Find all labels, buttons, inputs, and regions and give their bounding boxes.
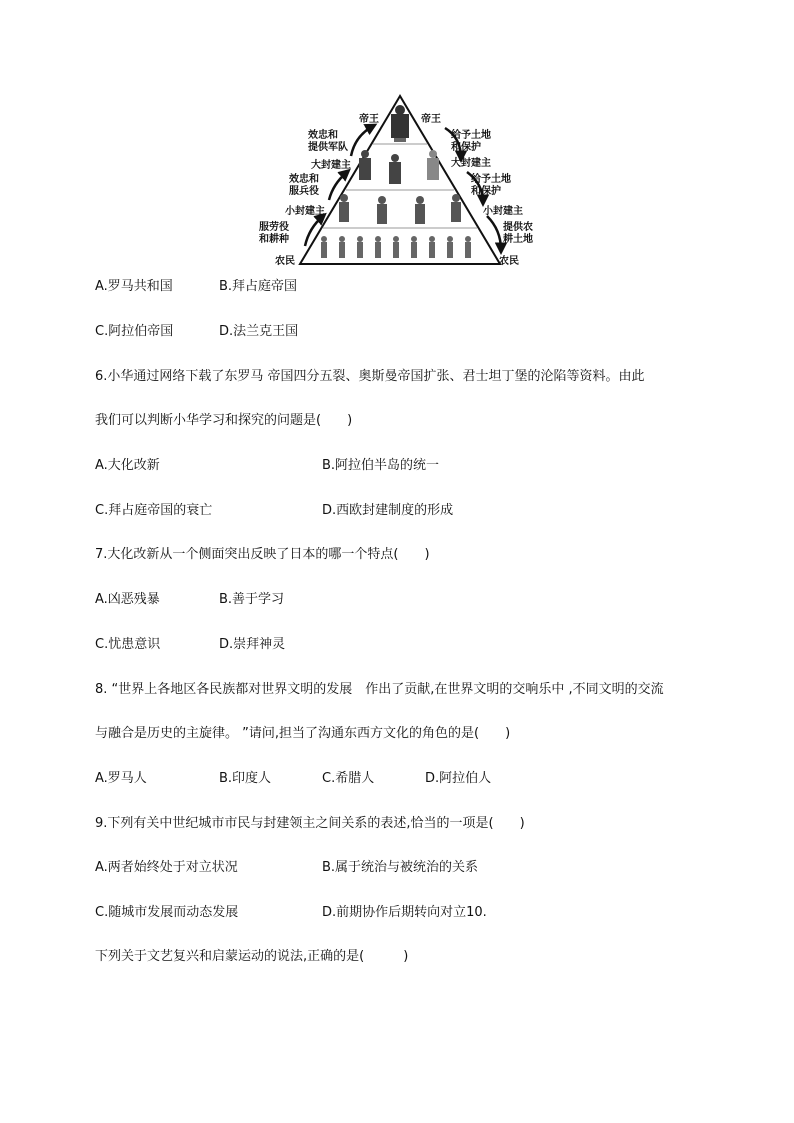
q8-option-b: B.印度人 <box>219 771 272 786</box>
label-provide-land-1: 提供农 <box>503 222 533 233</box>
label-loyal-army-2: 提供军队 <box>308 142 348 153</box>
q6-option-b: B.阿拉伯半岛的统一 <box>322 458 440 473</box>
label-emperor-right: 帝王 <box>421 114 441 125</box>
label-peasant-left: 农民 <box>275 256 295 267</box>
label-great-lord-right: 大封建主 <box>451 158 491 169</box>
label-small-lord-right: 小封建主 <box>483 206 523 217</box>
q6-option-a: A.大化改新 <box>95 458 160 473</box>
q9-option-d: D.前期协作后期转向对立10. <box>322 905 487 920</box>
label-provide-land-2: 耕土地 <box>503 234 533 245</box>
q9-option-b: B.属于统治与被统治的关系 <box>322 860 479 875</box>
label-land-protect-mid-1: 给予土地 <box>471 174 511 185</box>
q9-option-c: C.随城市发展而动态发展 <box>95 905 239 920</box>
q5-option-c: C.阿拉伯帝国 <box>95 324 174 339</box>
great-lord-figures-icon <box>359 150 439 184</box>
q8-option-a: A.罗马人 <box>95 771 147 786</box>
q10-stem: 下列关于文艺复兴和启蒙运动的说法,正确的是( ) <box>95 949 409 964</box>
q8-option-d: D.阿拉伯人 <box>425 771 492 786</box>
q8-stem-line2: 与融合是历史的主旋律。 ”请问,担当了沟通东西方文化的角色的是( ) <box>95 726 511 741</box>
label-loyal-service-1: 效忠和 <box>289 174 319 185</box>
q8-option-c: C.希腊人 <box>322 771 375 786</box>
q9-stem: 9.下列有关中世纪城市市民与封建领主之间关系的表述,恰当的一项是( ) <box>95 816 525 831</box>
label-land-protect-mid-2: 和保护 <box>471 186 501 197</box>
q9-option-a: A.两者始终处于对立状况 <box>95 860 238 875</box>
label-land-protect-top-2: 和保护 <box>451 142 481 153</box>
q5-option-b: B.拜占庭帝国 <box>219 279 298 294</box>
q5-option-d: D.法兰克王国 <box>219 324 299 339</box>
q6-stem-line2: 我们可以判断小华学习和探究的问题是( ) <box>95 413 353 428</box>
emperor-figure-icon <box>391 105 409 142</box>
label-peasant-right: 农民 <box>499 256 519 267</box>
q6-option-d: D.西欧封建制度的形成 <box>322 503 454 518</box>
q7-option-b: B.善于学习 <box>219 592 285 607</box>
label-labor-farm-2: 和耕种 <box>259 234 289 245</box>
q7-stem: 7.大化改新从一个侧面突出反映了日本的哪一个特点( ) <box>95 547 430 562</box>
label-loyal-army-1: 效忠和 <box>308 130 338 141</box>
label-land-protect-top-1: 给予土地 <box>451 130 491 141</box>
label-labor-farm-1: 服劳役 <box>259 222 289 233</box>
label-emperor-left: 帝王 <box>359 114 379 125</box>
q7-option-a: A.凶恶残暴 <box>95 592 160 607</box>
q6-stem-line1: 6.小华通过网络下载了东罗马 帝国四分五裂、奥斯曼帝国扩张、君士坦丁堡的沦陷等资料。由此 <box>95 369 645 384</box>
q6-option-c: C.拜占庭帝国的衰亡 <box>95 503 213 518</box>
q8-stem-line1: 8. “世界上各地区各民族都对世界文明的发展 作出了贡献,在世界文明的交响乐中 ,不同文明的交流 <box>95 682 664 697</box>
small-lord-figures-icon <box>339 194 461 224</box>
feudal-hierarchy-pyramid <box>255 92 545 270</box>
q5-option-a: A.罗马共和国 <box>95 279 173 294</box>
label-loyal-service-2: 服兵役 <box>289 186 319 197</box>
label-small-lord-left: 小封建主 <box>285 206 325 217</box>
q7-option-d: D.崇拜神灵 <box>219 637 286 652</box>
q7-option-c: C.忧患意识 <box>95 637 161 652</box>
peasant-figures-icon <box>321 236 471 258</box>
label-great-lord-left: 大封建主 <box>311 160 351 171</box>
